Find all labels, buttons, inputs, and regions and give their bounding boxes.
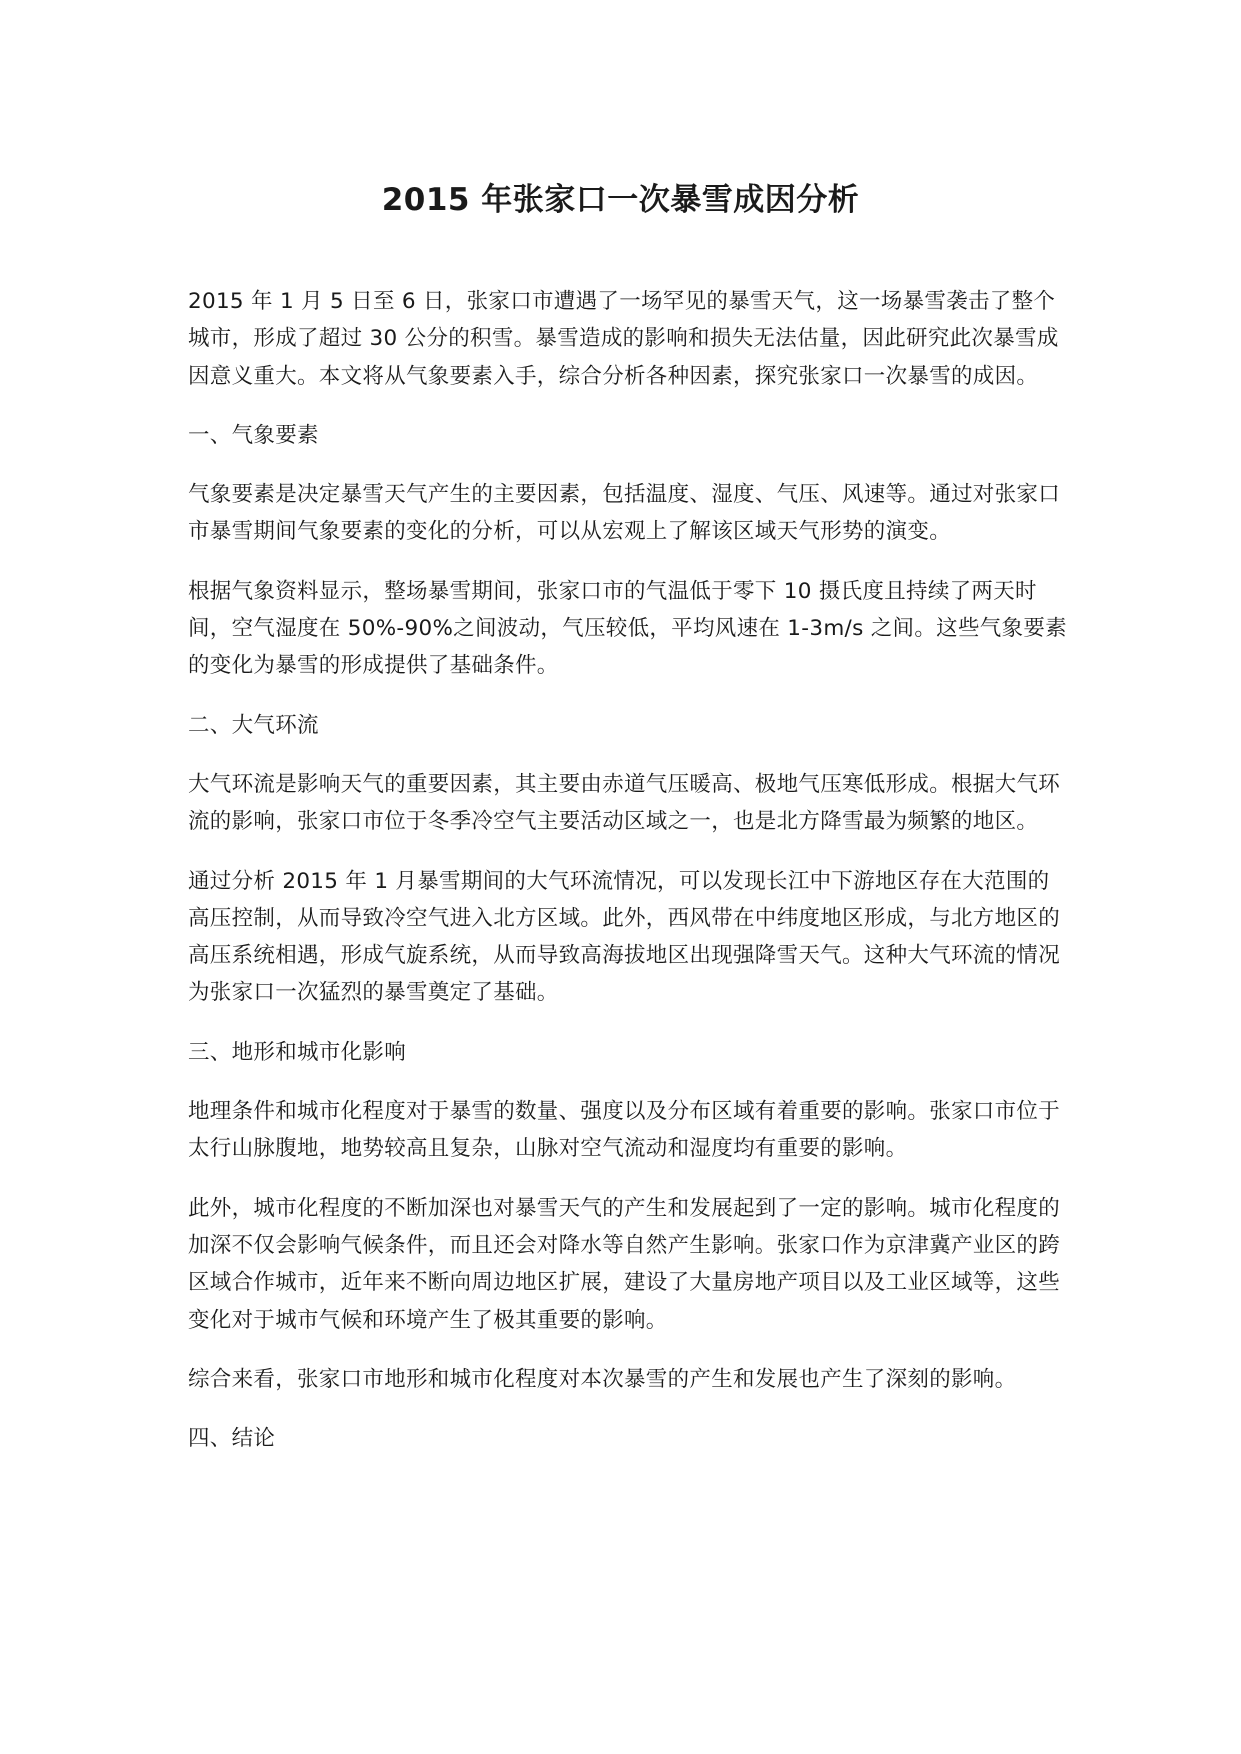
paragraph: 此外，城市化程度的不断加深也对暴雪天气的产生和发展起到了一定的影响。城市化程度的加深不仅会影响气候条件，而且还会对降水等自然产生影响。张家口作为京津冀产业区的跨区域合作城市，近年来不断向周边地区扩展，建设了大量房地产项目以及工业区域等，这些变化对于城市气候和环境产生了极其重要的影响。 (188, 1195, 1061, 1333)
section-heading-atmospheric-circulation: 二、大气环流 (188, 712, 319, 738)
paragraph: 地理条件和城市化程度对于暴雪的数量、强度以及分布区域有着重要的影响。张家口市位于太行山脉腹地，地势较高且复杂，山脉对空气流动和湿度均有重要的影响。 (188, 1099, 1061, 1162)
document-body (188, 283, 1068, 1479)
paragraph: 根据气象资料显示，整场暴雪期间，张家口市的气温低于零下 10 摄氏度且持续了两天时间，空气湿度在 50%-90%之间波动，气压较低，平均风速在 1-3m/s 之间。这些气象要素的变化为暴雪的形成提供了基础条件。 (188, 578, 1067, 679)
section-heading-meteorological-elements: 一、气象要素 (188, 422, 319, 448)
paragraph: 综合来看，张家口市地形和城市化程度对本次暴雪的产生和发展也产生了深刻的影响。 (188, 1366, 1017, 1392)
intro-paragraph: 2015 年 1 月 5 日至 6 日，张家口市遭遇了一场罕见的暴雪天气，这一场暴雪袭击了整个城市，形成了超过 30 公分的积雪。暴雪造成的影响和损失无法估量，因此研究此次暴雪成因意义重大。本文将从气象要素入手，综合分析各种因素，探究张家口一次暴雪的成因。 (188, 289, 1059, 389)
section-heading-conclusion: 四、结论 (188, 1426, 276, 1452)
paragraph: 通过分析 2015 年 1 月暴雪期间的大气环流情况，可以发现长江中下游地区存在大范围的高压控制，从而导致冷空气进入北方区域。此外，西风带在中纬度地区形成，与北方地区的高压系统相遇，形成气旋系统，从而导致高海拔地区出现强降雪天气。这种大气环流的情况为张家口一次猛烈的暴雪奠定了基础。 (188, 868, 1061, 1006)
paragraph: 大气环流是影响天气的重要因素，其主要由赤道气压暖高、极地气压寒低形成。根据大气环流的影响，张家口市位于冬季冷空气主要活动区域之一，也是北方降雪最为频繁的地区。 (188, 771, 1061, 835)
paragraph: 气象要素是决定暴雪天气产生的主要因素，包括温度、湿度、气压、风速等。通过对张家口市暴雪期间气象要素的变化的分析，可以从宏观上了解该区域天气形势的演变。 (188, 482, 1061, 545)
document-title: 2015 年张家口一次暴雪成因分析 (381, 182, 860, 218)
section-heading-terrain-urbanization: 三、地形和城市化影响 (188, 1039, 407, 1065)
